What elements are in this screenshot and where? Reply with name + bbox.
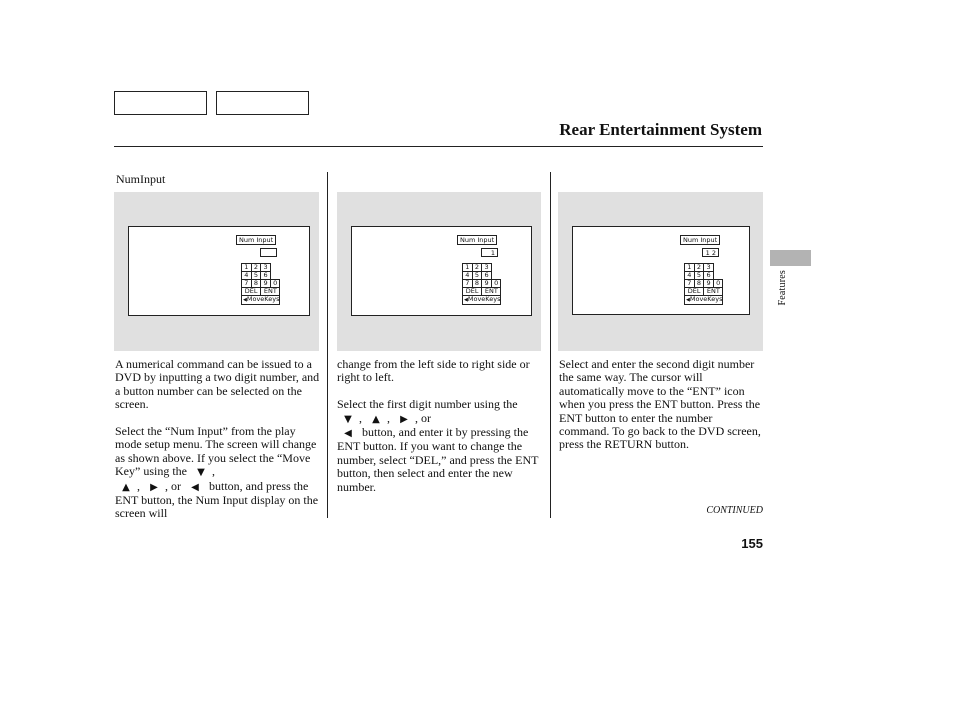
key-ent: ENT — [704, 288, 723, 296]
screen-illustration-2 — [337, 192, 541, 351]
key-1: 1 — [685, 264, 695, 272]
keypad — [462, 263, 501, 305]
text-span: button, and enter it by pressing the ENT button. If you want to change the number, select “DEL,” and press the ENT button, then select and enter the new number. — [337, 425, 539, 494]
header-rule — [114, 146, 763, 147]
left-arrow-icon: ◀ — [464, 297, 468, 303]
key-4: 4 — [242, 272, 252, 280]
side-tab-label: Features — [777, 270, 788, 306]
column-3-text — [559, 358, 764, 465]
key-0: 0 — [713, 280, 723, 288]
paragraph: change from the left side to right side or right to left. — [337, 357, 530, 385]
paragraph: A numerical command can be issued to a DVD by inputting a two digit number, and a button number can be selected on the screen. — [115, 357, 320, 412]
key-5: 5 — [694, 272, 704, 280]
entered-number-box — [260, 248, 277, 257]
screen-display — [128, 226, 310, 316]
move-keys-label: MoveKeys — [246, 295, 280, 303]
page-number: 155 — [741, 536, 763, 551]
right-arrow-icon: ▶ — [400, 413, 408, 425]
screen-display — [351, 226, 532, 316]
key-3: 3 — [261, 264, 271, 272]
text-span: , or — [165, 478, 181, 493]
key-ent: ENT — [261, 288, 280, 296]
key-8: 8 — [251, 280, 261, 288]
keypad — [241, 263, 280, 305]
key-del: DEL — [463, 288, 482, 296]
key-5: 5 — [472, 272, 482, 280]
key-4: 4 — [463, 272, 473, 280]
key-7: 7 — [463, 280, 473, 288]
text-span: button, and press the ENT button, the Num Input display on the screen will — [115, 478, 319, 521]
key-8: 8 — [472, 280, 482, 288]
text-span: , — [387, 410, 390, 425]
left-arrow-icon: ◀ — [243, 297, 247, 303]
down-arrow-icon: ▼ — [197, 467, 205, 479]
key-8: 8 — [694, 280, 704, 288]
up-arrow-icon: ▲ — [372, 413, 380, 425]
nav-box-2[interactable] — [216, 91, 309, 115]
text-span: Select the “Num Input” from the play mode setup menu. The screen will change as shown above. If you select the “Move Key” using the — [115, 424, 317, 479]
column-divider-2 — [550, 172, 551, 518]
paragraph — [115, 425, 320, 521]
num-input-label: Num Input — [680, 235, 720, 245]
text-span: , — [359, 410, 362, 425]
down-arrow-icon: ▼ — [344, 413, 352, 425]
column-2-text — [337, 358, 542, 507]
key-5: 5 — [251, 272, 261, 280]
keypad — [684, 263, 723, 305]
screen-illustration-3 — [558, 192, 763, 351]
key-3: 3 — [482, 264, 492, 272]
key-move-keys — [242, 296, 280, 305]
paragraph: Select and enter the second digit number the same way. The cursor will automatically move to the “ENT” icon when you press the ENT button. Press the ENT button to enter the number command. To go back to the DVD screen, press the RETURN button. — [559, 357, 761, 452]
key-del: DEL — [242, 288, 261, 296]
key-ent: ENT — [482, 288, 501, 296]
key-6: 6 — [704, 272, 714, 280]
left-arrow-icon: ◀ — [686, 297, 690, 303]
screen-display — [572, 226, 750, 315]
screen-illustration-1 — [114, 192, 319, 351]
key-7: 7 — [685, 280, 695, 288]
left-arrow-icon: ◀ — [344, 428, 352, 440]
key-2: 2 — [472, 264, 482, 272]
key-0: 0 — [491, 280, 501, 288]
key-2: 2 — [694, 264, 704, 272]
text-span: , or — [415, 410, 431, 425]
key-1: 1 — [463, 264, 473, 272]
key-0: 0 — [270, 280, 280, 288]
key-1: 1 — [242, 264, 252, 272]
move-keys-label: MoveKeys — [467, 295, 501, 303]
page-title: Rear Entertainment System — [559, 120, 762, 139]
nav-box-1[interactable] — [114, 91, 207, 115]
key-2: 2 — [251, 264, 261, 272]
num-input-label: Num Input — [457, 235, 497, 245]
text-span: , — [137, 478, 140, 493]
key-move-keys — [463, 296, 501, 305]
key-move-keys — [685, 296, 723, 305]
key-del: DEL — [685, 288, 704, 296]
num-input-label: Num Input — [236, 235, 276, 245]
section-label: NumInput — [116, 172, 166, 186]
key-4: 4 — [685, 272, 695, 280]
key-9: 9 — [482, 280, 492, 288]
up-arrow-icon: ▲ — [122, 481, 130, 493]
key-6: 6 — [482, 272, 492, 280]
move-keys-label: MoveKeys — [689, 295, 723, 303]
key-7: 7 — [242, 280, 252, 288]
column-1-text — [115, 358, 320, 534]
text-span: , — [211, 464, 215, 479]
left-arrow-icon: ◀ — [191, 481, 199, 493]
paragraph — [337, 398, 542, 494]
right-arrow-icon: ▶ — [150, 481, 158, 493]
key-6: 6 — [261, 272, 271, 280]
key-3: 3 — [704, 264, 714, 272]
key-9: 9 — [261, 280, 271, 288]
continued-label: CONTINUED — [706, 505, 763, 516]
key-9: 9 — [704, 280, 714, 288]
entered-number-box: 1 — [481, 248, 498, 257]
side-tab — [770, 250, 811, 266]
text-span: Select the first digit number using the — [337, 397, 518, 412]
column-divider-1 — [327, 172, 328, 518]
entered-number-box: 1 2 — [702, 248, 719, 257]
